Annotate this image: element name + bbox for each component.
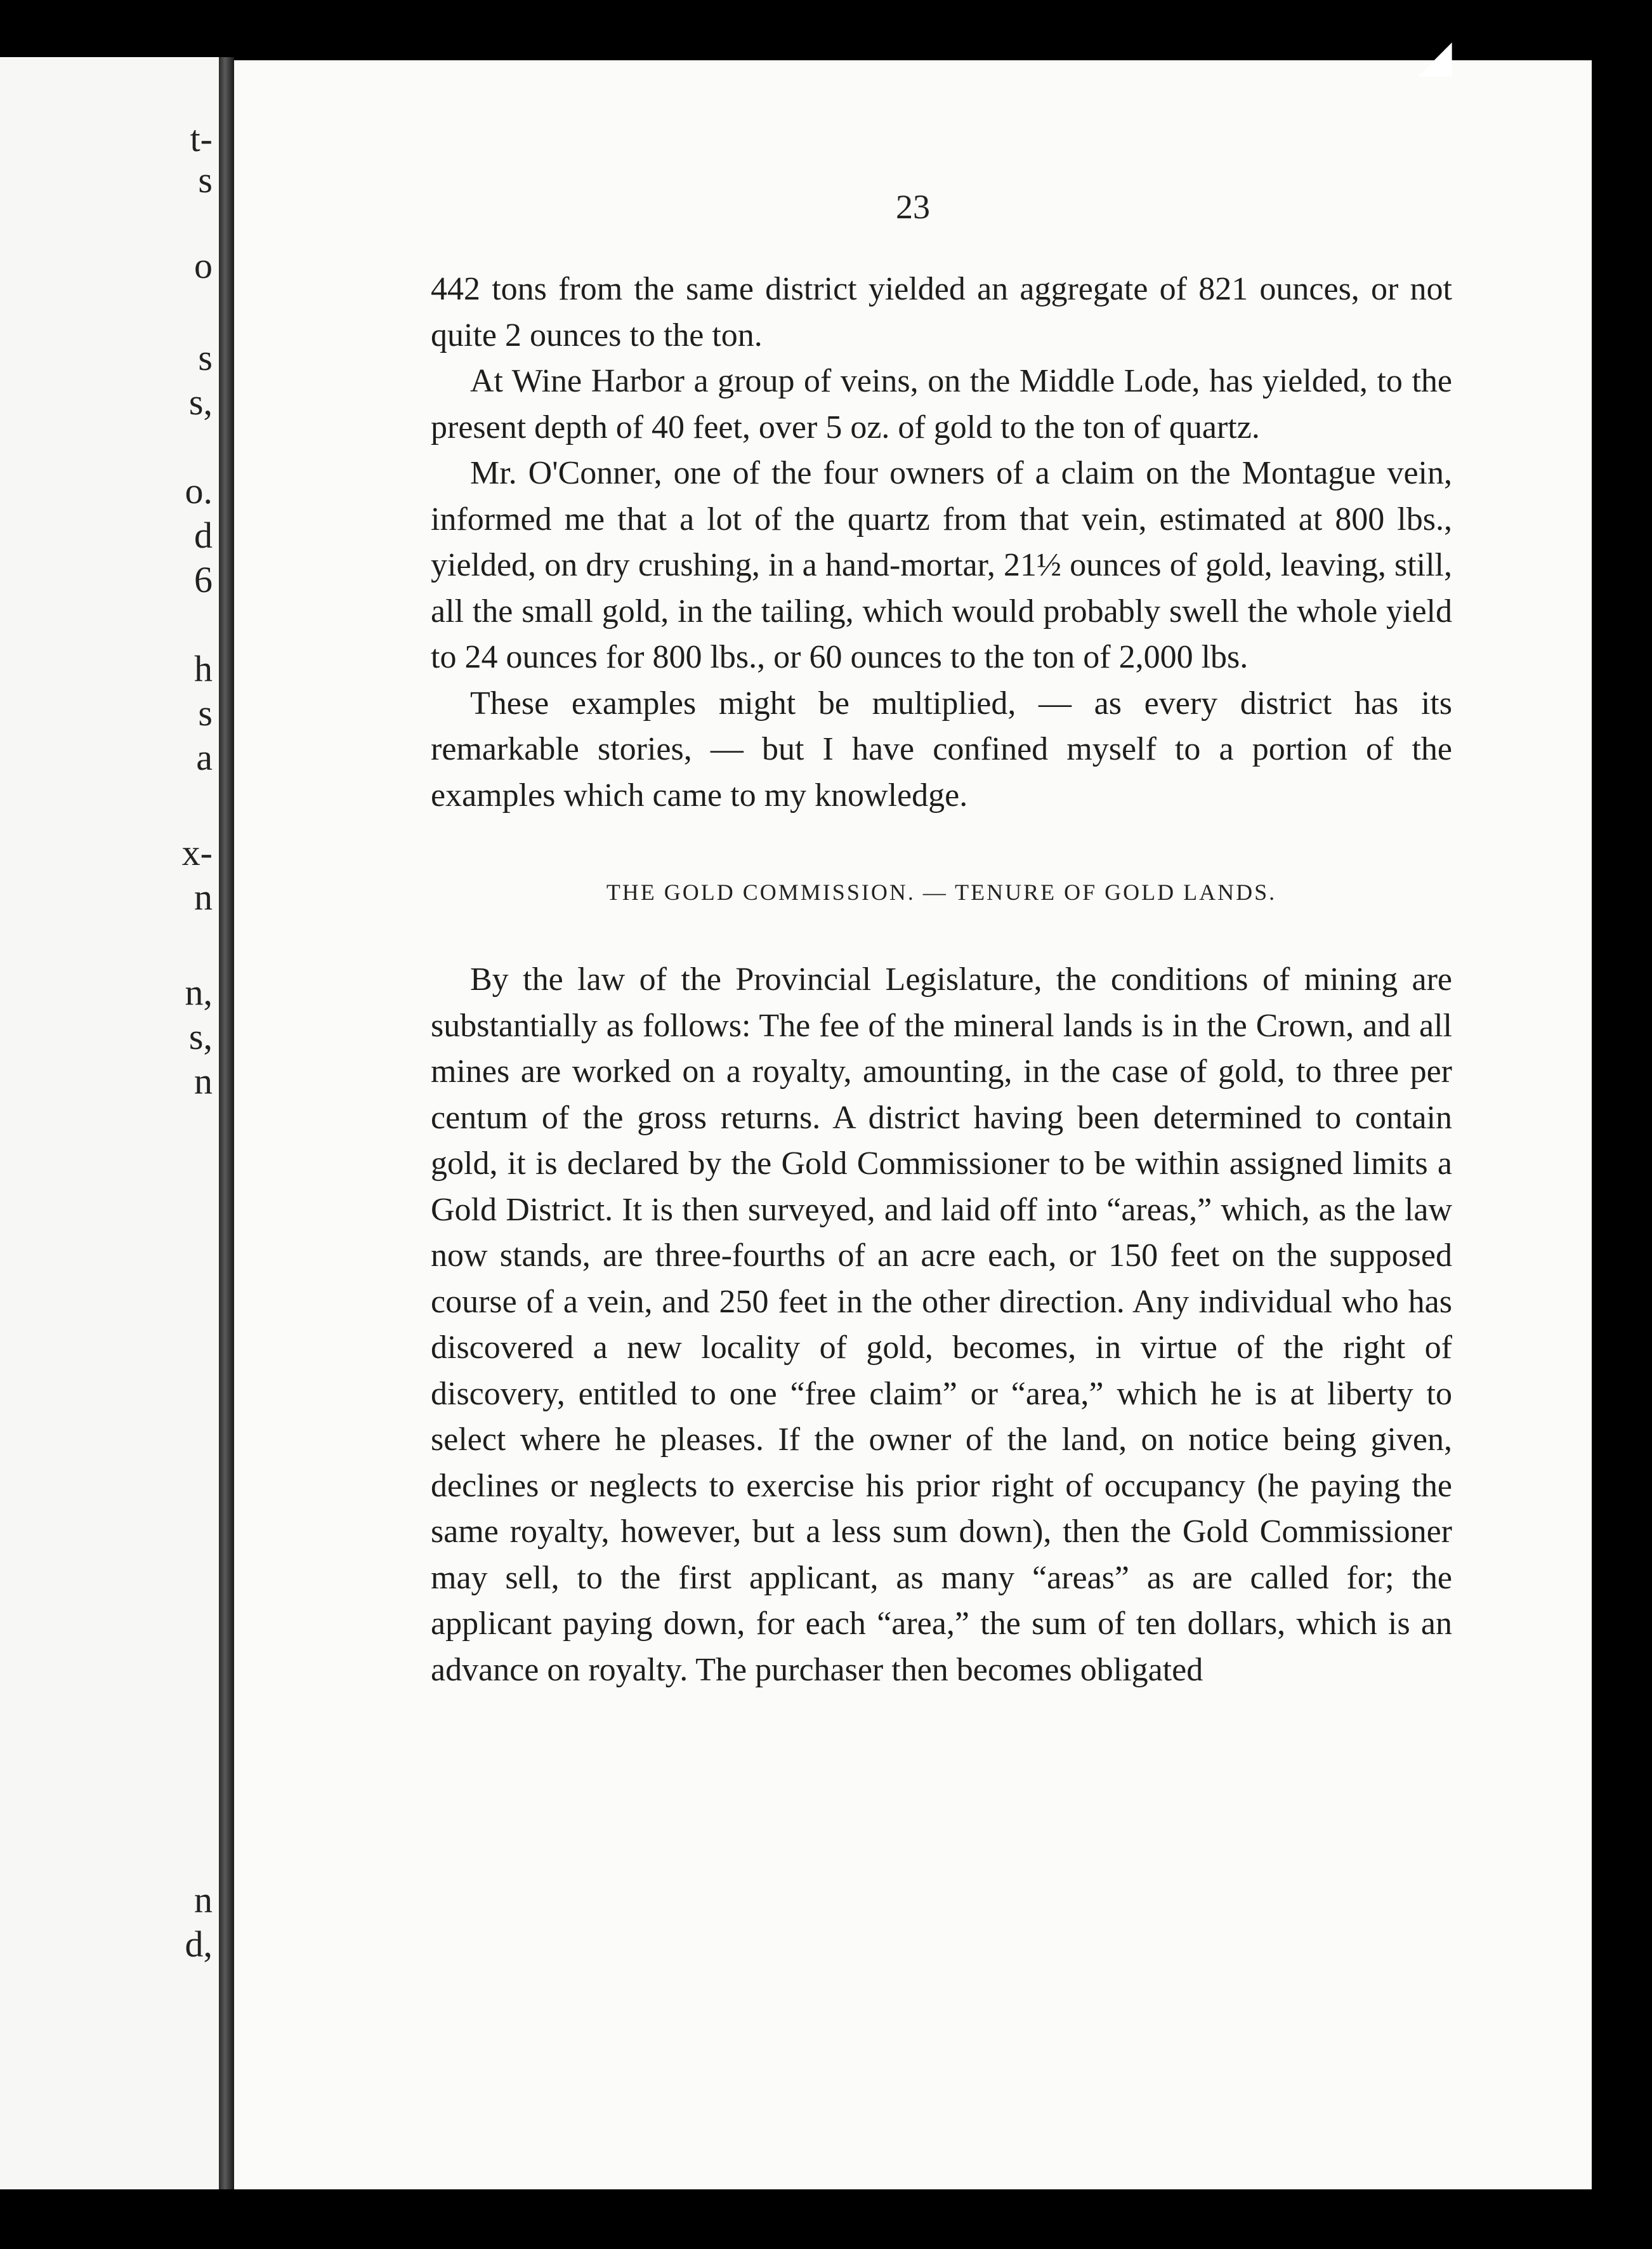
left-page-fragment: t- (190, 118, 213, 159)
left-page-fragment: 6 (194, 559, 213, 600)
left-page-fragment: n (194, 876, 213, 918)
left-page-fragment: n (194, 1060, 213, 1102)
book-page (234, 60, 1592, 2189)
left-page-fragment: x- (181, 832, 213, 873)
paragraph: 442 tons from the same district yielded an aggregate of 821 ounces, or not quite 2 ounces to the ton. (431, 271, 1452, 353)
page-number: 23 (896, 188, 930, 226)
paragraph: These examples might be multiplied, — as every district has its remarkable stories, — but I have confined myself to a portion of the examples which came to my knowledge. (431, 685, 1452, 814)
left-page-fragment: o (194, 245, 213, 286)
book-gutter (219, 57, 234, 2189)
left-page-fragment: o. (185, 470, 213, 511)
paragraph: By the law of the Provincial Legislature, the conditions of mining are substantially as follows: The fee of the mineral lands is in the Crown, and all mines are worked on a royalty, amounting, in the case of gold, to three per centum of the gross returns. A district having been determined to contain gold, it is declared by the Gold Commissioner to be within assigned limits a Gold District. It is then surveyed, and laid off into “areas,” which, as the law now stands, are three-fourths of an acre each, or 150 feet on the supposed course of a vein, and 250 feet in the other direction. Any individual who has discovered a new locality of gold, becomes, in virtue of the right of discovery, entitled to one “free claim” or “area,” which he is at liberty to select where he pleases. If the owner of the land, on notice being given, declines or neglects to exercise his prior right of occupancy (he paying the same royalty, however, but a less sum down), then the Gold Commissioner may sell, to the first applicant, as many “areas” as are called for; the applicant paying down, for each “area,” the sum of ten dollars, which is an advance on royalty. The purchaser then becomes obligated (431, 961, 1452, 1688)
left-page-fragment: s (198, 337, 213, 378)
paragraph: Mr. O'Conner, one of the four owners of a claim on the Montague vein, informed me that a lot of the quartz from that vein, estimated at 800 lbs., yielded, on dry crushing, in a hand-mortar, 21½ ounces of gold, leaving, still, all the small gold, in the tailing, which would probably swell the whole yield to 24 ounces for 800 lbs., or 60 ounces to the ton of 2,000 lbs. (431, 455, 1452, 675)
left-page-fragment: a (196, 737, 213, 778)
left-page-fragment: n, (185, 972, 213, 1013)
corner-mark-icon: ◢ (1418, 32, 1452, 81)
left-page-fragment: n (194, 1879, 213, 1920)
left-page-fragment: s (198, 159, 213, 201)
left-page-fragment: s, (188, 381, 213, 423)
left-page-fragment: s (198, 692, 213, 734)
paragraph: At Wine Harbor a group of veins, on the Middle Lode, has yielded, to the present depth of 40 feet, over 5 oz. of gold to the ton of quartz. (431, 363, 1452, 445)
left-page-fragment: d (194, 515, 213, 556)
left-page-fragment: d, (185, 1923, 213, 1965)
page-body (431, 267, 1452, 1693)
left-page-fragment: s, (188, 1016, 213, 1057)
section-heading: THE GOLD COMMISSION. — TENURE OF GOLD LANDS. (606, 880, 1277, 905)
left-page-fragment: h (194, 648, 213, 689)
left-facing-page (0, 57, 219, 2189)
